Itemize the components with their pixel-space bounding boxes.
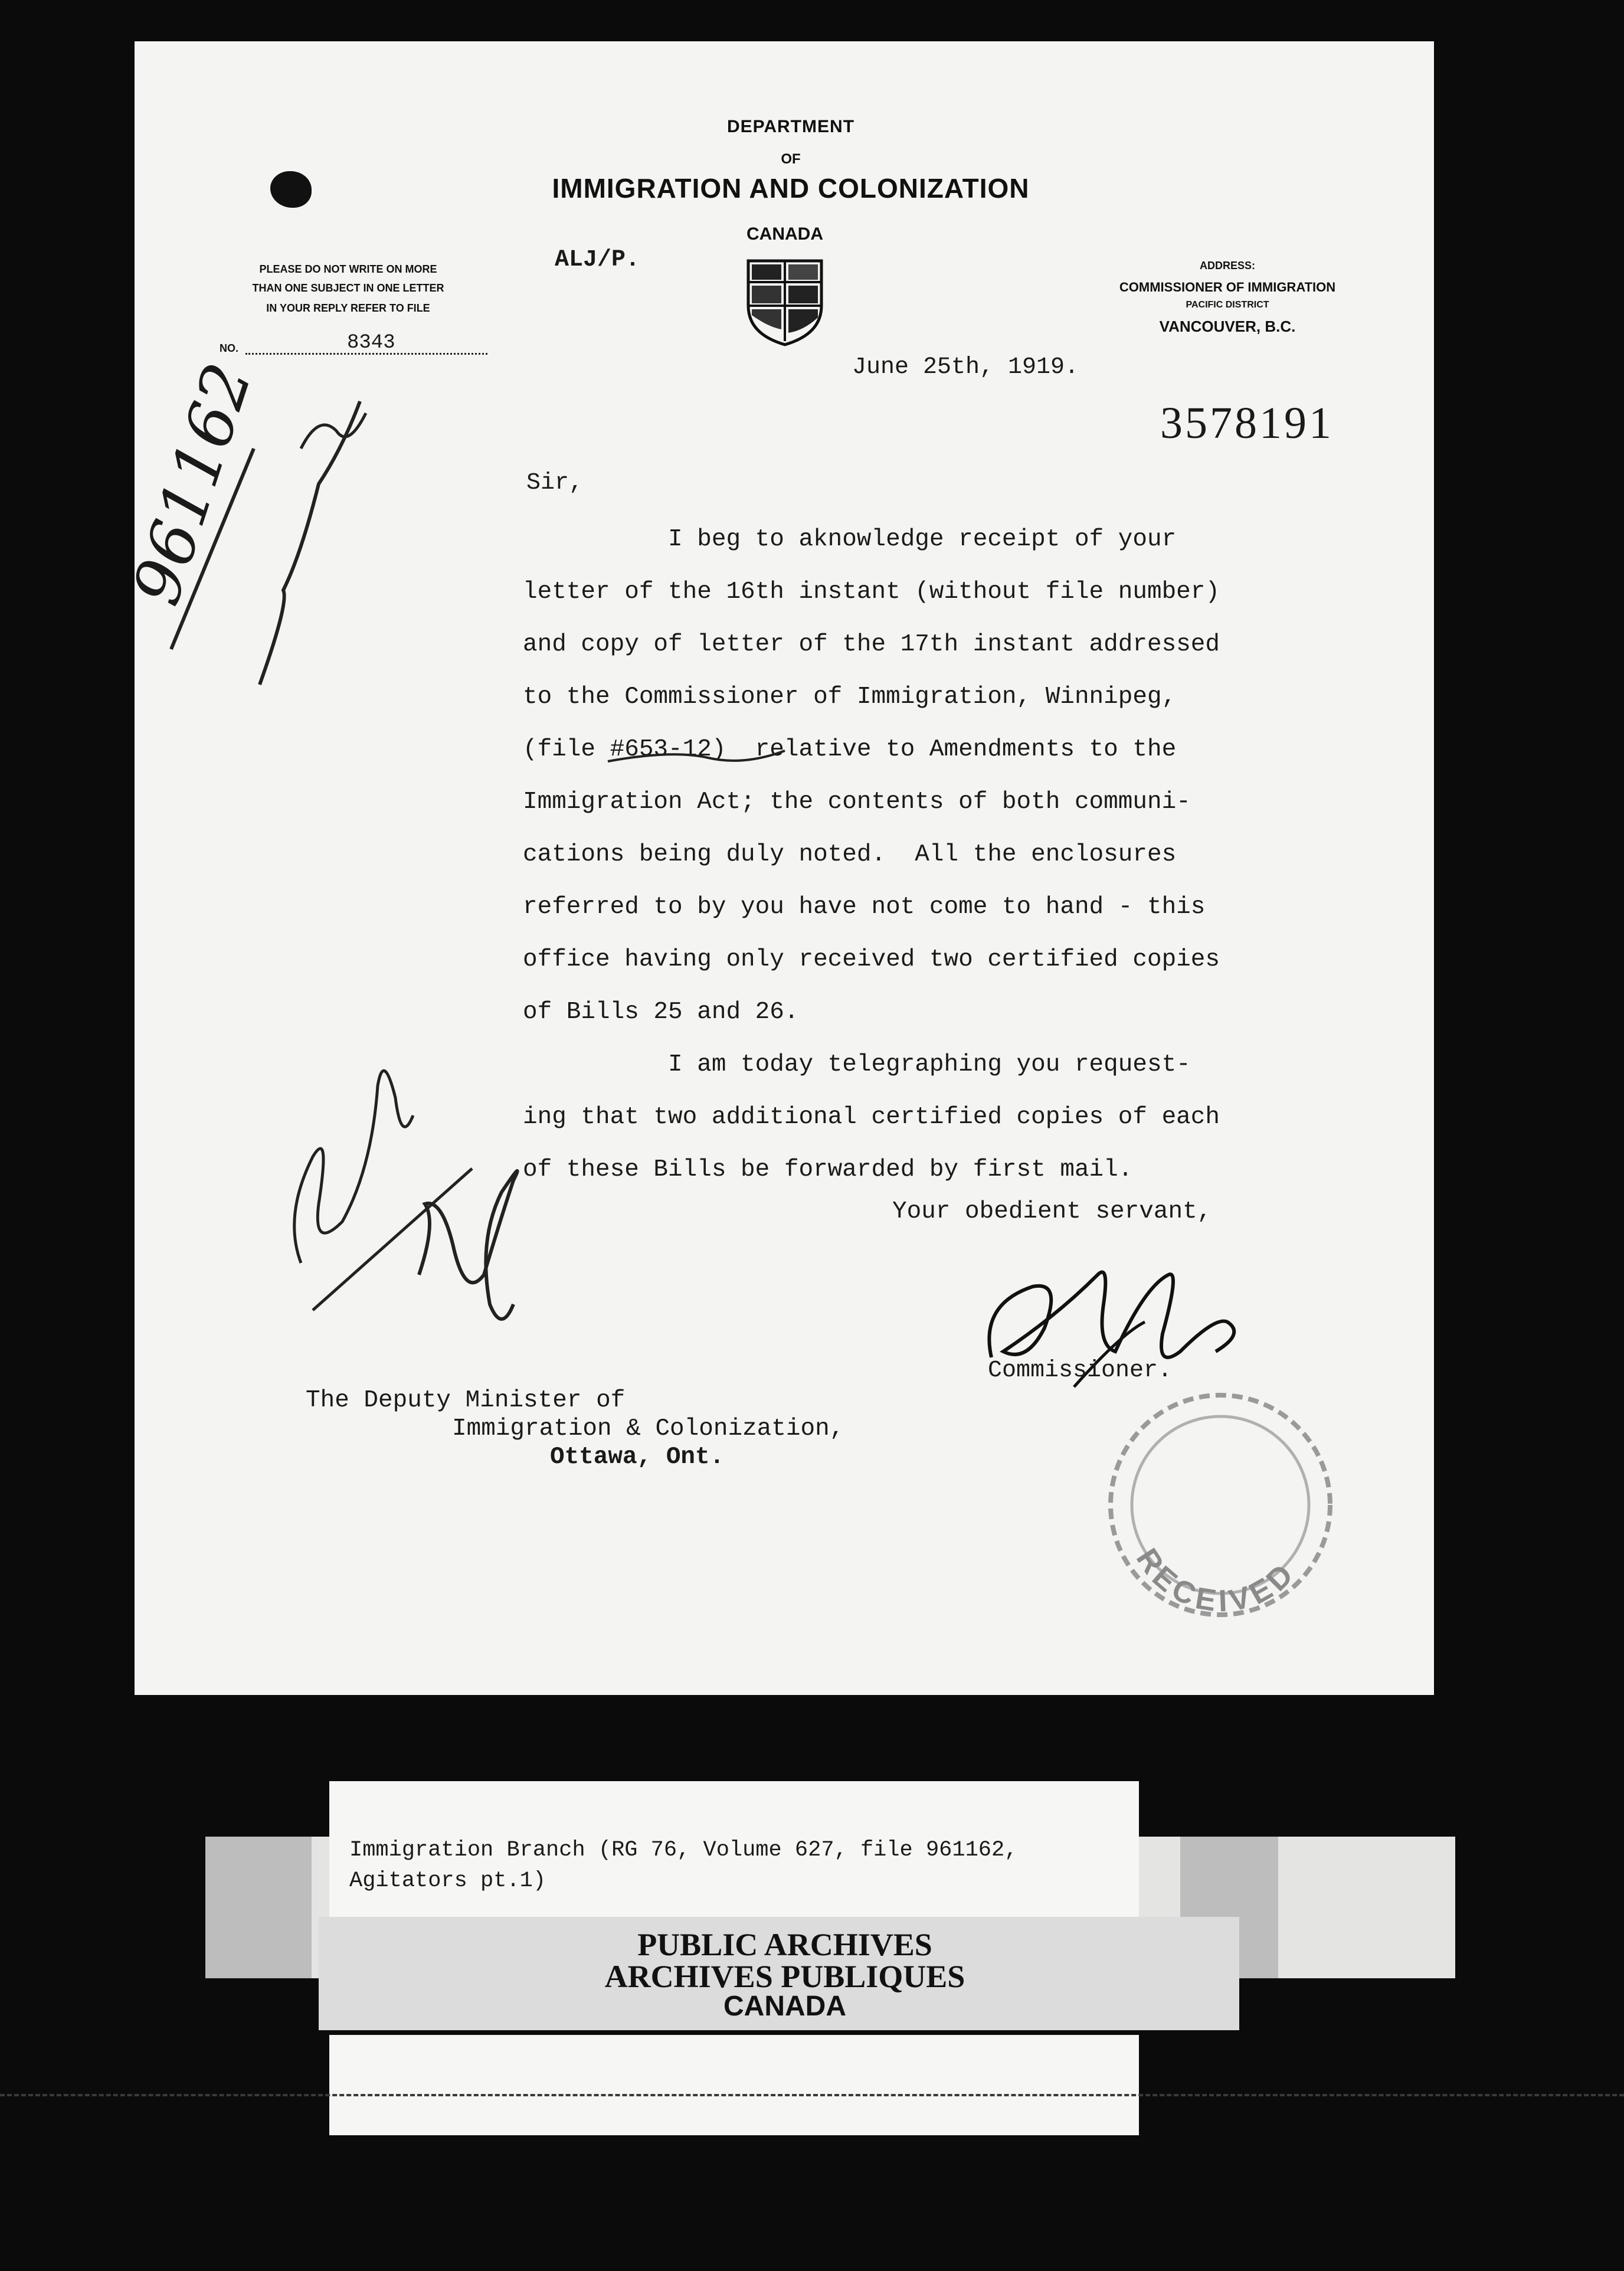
- archive-stamp-line-1: PUBLIC ARCHIVES: [637, 1927, 932, 1962]
- address-line-3: VANCOUVER, B.C.: [1159, 318, 1296, 335]
- archive-stamp-line-2: ARCHIVES PUBLIQUES: [604, 1959, 965, 1994]
- body-line: of these Bills be forwarded by first mail.: [523, 1156, 1133, 1183]
- body-line: of Bills 25 and 26.: [523, 999, 799, 1026]
- salutation: Sir,: [526, 470, 584, 496]
- address-line-1: COMMISSIONER OF IMMIGRATION: [1119, 280, 1336, 294]
- instruction-line-1: PLEASE DO NOT WRITE ON MORE: [259, 263, 437, 275]
- body-line: Immigration Act; the contents of both communi-: [523, 788, 1191, 816]
- body-line: office having only received two certified copies: [523, 946, 1220, 973]
- signature-title: Commissioner.: [988, 1357, 1173, 1384]
- body-line: I beg to aknowledge receipt of your: [523, 526, 1177, 553]
- letterhead-title: IMMIGRATION AND COLONIZATION: [552, 173, 1030, 204]
- archive-lower-label: [329, 2035, 1139, 2135]
- body-line: and copy of letter of the 17th instant addressed: [523, 631, 1220, 658]
- file-no-value: 8343: [347, 332, 395, 354]
- received-stamp: [1086, 1381, 1351, 1629]
- recipient-line-1: The Deputy Minister of: [306, 1387, 626, 1414]
- body-line: cations being duly noted. All the enclosures: [523, 841, 1177, 868]
- coat-of-arms-icon: [745, 258, 825, 347]
- address-line-2: PACIFIC DISTRICT: [1186, 300, 1269, 310]
- body-line: letter of the 16th instant (without file number): [523, 578, 1220, 606]
- letter-body: [523, 513, 1325, 1196]
- letterhead-country: CANADA: [746, 224, 823, 244]
- body-line: to the Commissioner of Immigration, Winnipeg,: [523, 683, 1177, 711]
- body-line: I am today telegraphing you request-: [523, 1051, 1191, 1078]
- handwritten-file-number: 961162: [118, 354, 267, 614]
- address-label: ADDRESS:: [1199, 260, 1255, 271]
- handwritten-margin-strokes: [165, 378, 389, 708]
- letter-date: June 25th, 1919.: [852, 354, 1079, 381]
- letterhead-of: OF: [781, 151, 801, 167]
- archive-label-line-2: Agitators pt.1): [349, 1868, 546, 1893]
- ink-blot: [270, 171, 312, 208]
- archive-stamp-line-3: CANADA: [723, 1991, 846, 2022]
- received-stamp-text: RECEIVED: [1129, 1542, 1304, 1619]
- archive-label-line-1: Immigration Branch (RG 76, Volume 627, file 961162,: [349, 1838, 1018, 1863]
- instruction-line-2: THAN ONE SUBJECT IN ONE LETTER: [252, 282, 444, 294]
- body-line: referred to by you have not come to hand - this: [523, 894, 1206, 921]
- body-line: (file #653-12) relative to Amendments to the: [523, 736, 1177, 763]
- svg-text:RECEIVED: [1129, 1543, 1303, 1619]
- file-underline-mark: [602, 738, 791, 773]
- recipient-line-3: Ottawa, Ont.: [550, 1444, 725, 1471]
- stamp-number: 3578191: [1160, 398, 1334, 448]
- body-line: ing that two additional certified copies of each: [523, 1104, 1220, 1131]
- recipient-line-2: Immigration & Colonization,: [452, 1415, 844, 1442]
- film-edge-dashes: [0, 2094, 1624, 2096]
- letterhead-department: DEPARTMENT: [726, 117, 855, 136]
- closing: Your obedient servant,: [892, 1198, 1212, 1225]
- reference-initials: ALJ/P.: [555, 247, 640, 273]
- archive-strip-left-end: [205, 1837, 312, 1978]
- instruction-line-3: IN YOUR REPLY REFER TO FILE: [266, 302, 430, 314]
- handwritten-initials-mark: [277, 1027, 549, 1334]
- file-no-label: NO.: [220, 342, 239, 354]
